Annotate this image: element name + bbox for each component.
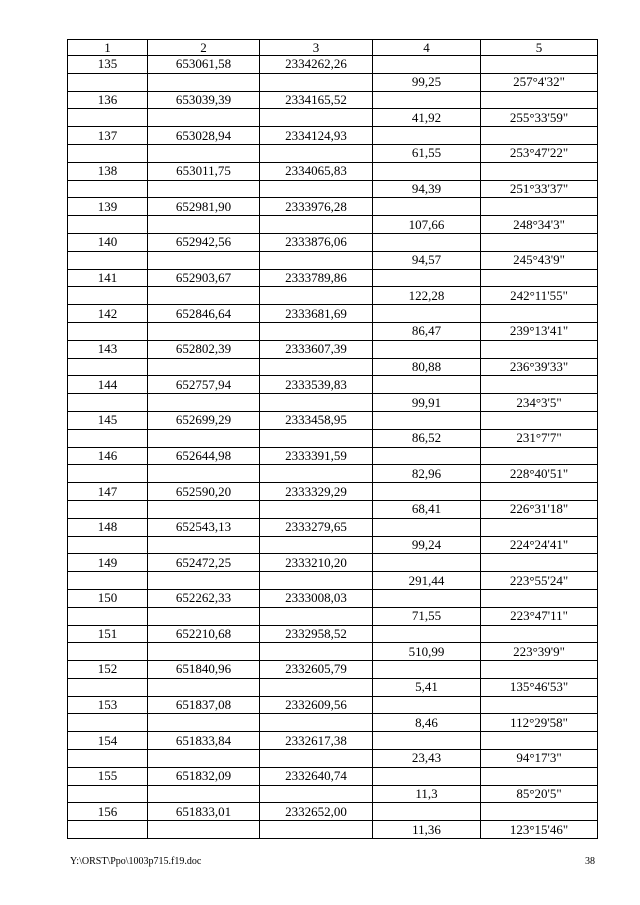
coord-y: 2334124,93: [260, 127, 373, 145]
header-col-4: 4: [373, 40, 481, 56]
coord-y: 2333607,39: [260, 340, 373, 358]
empty-cell: [373, 376, 481, 394]
table-row-segment: [68, 821, 598, 839]
table-row-segment: [68, 750, 598, 768]
point-number: 143: [68, 340, 148, 358]
table-row-segment: [68, 358, 598, 376]
coord-y: 2332605,79: [260, 661, 373, 679]
empty-cell: [260, 180, 373, 198]
empty-cell: [68, 180, 148, 198]
coord-y: 2333458,95: [260, 411, 373, 429]
empty-cell: [68, 785, 148, 803]
point-number: 144: [68, 376, 148, 394]
coord-y: 2333210,20: [260, 554, 373, 572]
table-row-point: [68, 127, 598, 145]
coord-x: 652644,98: [148, 447, 260, 465]
empty-cell: [260, 287, 373, 305]
empty-cell: [68, 322, 148, 340]
table-row-segment: [68, 287, 598, 305]
footer-file-path: Y:\ORST\Ppo\1003p715.f19.doc: [70, 856, 202, 867]
table-row-segment: [68, 572, 598, 590]
point-number: 142: [68, 305, 148, 323]
empty-cell: [481, 411, 598, 429]
empty-cell: [148, 750, 260, 768]
empty-cell: [260, 643, 373, 661]
empty-cell: [481, 661, 598, 679]
coord-x: 652757,94: [148, 376, 260, 394]
empty-cell: [148, 358, 260, 376]
segment-length: 291,44: [373, 572, 481, 590]
empty-cell: [373, 589, 481, 607]
empty-cell: [481, 376, 598, 394]
point-number: 152: [68, 661, 148, 679]
segment-length: 86,52: [373, 429, 481, 447]
empty-cell: [373, 767, 481, 785]
empty-cell: [68, 643, 148, 661]
empty-cell: [148, 322, 260, 340]
empty-cell: [68, 465, 148, 483]
segment-length: 99,91: [373, 394, 481, 412]
coord-x: 652210,68: [148, 625, 260, 643]
point-number: 149: [68, 554, 148, 572]
empty-cell: [68, 536, 148, 554]
coord-y: 2333008,03: [260, 589, 373, 607]
segment-length: 8,46: [373, 714, 481, 732]
direction-angle: 223°47'11": [481, 607, 598, 625]
coord-y: 2334165,52: [260, 91, 373, 109]
coord-x: 651832,09: [148, 767, 260, 785]
empty-cell: [481, 589, 598, 607]
empty-cell: [68, 144, 148, 162]
empty-cell: [148, 785, 260, 803]
empty-cell: [481, 269, 598, 287]
coord-y: 2332652,00: [260, 803, 373, 821]
point-number: 147: [68, 483, 148, 501]
empty-cell: [260, 394, 373, 412]
empty-cell: [481, 767, 598, 785]
empty-cell: [260, 465, 373, 483]
segment-length: 122,28: [373, 287, 481, 305]
empty-cell: [373, 518, 481, 536]
segment-length: 5,41: [373, 678, 481, 696]
coord-y: 2333279,65: [260, 518, 373, 536]
point-number: 146: [68, 447, 148, 465]
table-row-point: [68, 803, 598, 821]
empty-cell: [68, 429, 148, 447]
coord-x: 652903,67: [148, 269, 260, 287]
segment-length: 61,55: [373, 144, 481, 162]
table-row-point: [68, 340, 598, 358]
empty-cell: [148, 109, 260, 127]
empty-cell: [481, 162, 598, 180]
empty-cell: [148, 643, 260, 661]
direction-angle: 234°3'5": [481, 394, 598, 412]
table-row-segment: [68, 216, 598, 234]
empty-cell: [481, 127, 598, 145]
segment-length: 23,43: [373, 750, 481, 768]
direction-angle: 245°43'9": [481, 251, 598, 269]
empty-cell: [68, 109, 148, 127]
header-col-2: 2: [148, 40, 260, 56]
coord-y: 2333976,28: [260, 198, 373, 216]
empty-cell: [68, 572, 148, 590]
table-body: [68, 56, 598, 839]
empty-cell: [68, 287, 148, 305]
direction-angle: 94°17'3": [481, 750, 598, 768]
empty-cell: [260, 714, 373, 732]
table-row-point: [68, 376, 598, 394]
header-col-5: 5: [481, 40, 598, 56]
empty-cell: [260, 785, 373, 803]
table-row-point: [68, 411, 598, 429]
point-number: 138: [68, 162, 148, 180]
empty-cell: [260, 500, 373, 518]
coord-y: 2333329,29: [260, 483, 373, 501]
direction-angle: 248°34'3": [481, 216, 598, 234]
empty-cell: [148, 714, 260, 732]
empty-cell: [373, 91, 481, 109]
coord-y: 2333391,59: [260, 447, 373, 465]
empty-cell: [373, 625, 481, 643]
empty-cell: [481, 483, 598, 501]
table-row-segment: [68, 500, 598, 518]
empty-cell: [260, 216, 373, 234]
empty-cell: [68, 216, 148, 234]
segment-length: 82,96: [373, 465, 481, 483]
empty-cell: [260, 678, 373, 696]
coord-y: 2332609,56: [260, 696, 373, 714]
empty-cell: [481, 56, 598, 74]
table-row-point: [68, 483, 598, 501]
empty-cell: [68, 73, 148, 91]
empty-cell: [68, 750, 148, 768]
table-row-segment: [68, 394, 598, 412]
table-row-point: [68, 233, 598, 251]
empty-cell: [148, 678, 260, 696]
coord-y: 2333539,83: [260, 376, 373, 394]
empty-cell: [260, 821, 373, 839]
coord-x: 653011,75: [148, 162, 260, 180]
table-row-point: [68, 447, 598, 465]
empty-cell: [148, 607, 260, 625]
direction-angle: 236°39'33": [481, 358, 598, 376]
segment-length: 71,55: [373, 607, 481, 625]
empty-cell: [373, 411, 481, 429]
empty-cell: [148, 500, 260, 518]
empty-cell: [373, 447, 481, 465]
empty-cell: [481, 625, 598, 643]
direction-angle: 224°24'41": [481, 536, 598, 554]
coord-x: 652981,90: [148, 198, 260, 216]
empty-cell: [148, 429, 260, 447]
coord-x: 652802,39: [148, 340, 260, 358]
coord-y: 2333789,86: [260, 269, 373, 287]
empty-cell: [260, 607, 373, 625]
table-row-segment: [68, 322, 598, 340]
segment-length: 80,88: [373, 358, 481, 376]
table-row-point: [68, 554, 598, 572]
empty-cell: [260, 251, 373, 269]
coord-x: 653028,94: [148, 127, 260, 145]
segment-length: 510,99: [373, 643, 481, 661]
empty-cell: [373, 269, 481, 287]
empty-cell: [373, 305, 481, 323]
point-number: 155: [68, 767, 148, 785]
empty-cell: [260, 429, 373, 447]
coord-x: 652590,20: [148, 483, 260, 501]
coord-y: 2332617,38: [260, 732, 373, 750]
coord-x: 652699,29: [148, 411, 260, 429]
empty-cell: [481, 233, 598, 251]
empty-cell: [260, 109, 373, 127]
coord-x: 651833,84: [148, 732, 260, 750]
empty-cell: [373, 483, 481, 501]
direction-angle: 135°46'53": [481, 678, 598, 696]
direction-angle: 239°13'41": [481, 322, 598, 340]
empty-cell: [481, 554, 598, 572]
table-row-point: [68, 767, 598, 785]
point-number: 150: [68, 589, 148, 607]
table-row-point: [68, 162, 598, 180]
coord-y: 2334065,83: [260, 162, 373, 180]
empty-cell: [148, 287, 260, 305]
coord-y: 2332958,52: [260, 625, 373, 643]
table-row-segment: [68, 678, 598, 696]
empty-cell: [481, 340, 598, 358]
empty-cell: [373, 56, 481, 74]
point-number: 154: [68, 732, 148, 750]
table-row-point: [68, 625, 598, 643]
empty-cell: [260, 144, 373, 162]
table-row-point: [68, 518, 598, 536]
table-row-segment: [68, 643, 598, 661]
empty-cell: [481, 91, 598, 109]
coord-x: 652543,13: [148, 518, 260, 536]
point-number: 141: [68, 269, 148, 287]
empty-cell: [260, 73, 373, 91]
empty-cell: [148, 821, 260, 839]
direction-angle: 223°39'9": [481, 643, 598, 661]
empty-cell: [260, 358, 373, 376]
empty-cell: [148, 394, 260, 412]
header-row: [68, 40, 598, 56]
footer-page-number: 38: [585, 856, 595, 867]
empty-cell: [68, 358, 148, 376]
table-row-segment: [68, 714, 598, 732]
table-row-point: [68, 732, 598, 750]
table-row-point: [68, 269, 598, 287]
coordinates-table: [67, 39, 598, 839]
point-number: 153: [68, 696, 148, 714]
coord-x: 652262,33: [148, 589, 260, 607]
empty-cell: [68, 821, 148, 839]
segment-length: 11,3: [373, 785, 481, 803]
direction-angle: 123°15'46": [481, 821, 598, 839]
point-number: 139: [68, 198, 148, 216]
point-number: 148: [68, 518, 148, 536]
table-row-segment: [68, 73, 598, 91]
empty-cell: [481, 198, 598, 216]
empty-cell: [148, 73, 260, 91]
empty-cell: [148, 465, 260, 483]
empty-cell: [373, 340, 481, 358]
segment-length: 107,66: [373, 216, 481, 234]
empty-cell: [68, 714, 148, 732]
point-number: 151: [68, 625, 148, 643]
direction-angle: 85°20'5": [481, 785, 598, 803]
point-number: 136: [68, 91, 148, 109]
empty-cell: [148, 572, 260, 590]
empty-cell: [373, 696, 481, 714]
empty-cell: [373, 127, 481, 145]
coord-y: 2333681,69: [260, 305, 373, 323]
segment-length: 41,92: [373, 109, 481, 127]
header-col-3: 3: [260, 40, 373, 56]
empty-cell: [481, 696, 598, 714]
empty-cell: [260, 322, 373, 340]
table-row-segment: [68, 251, 598, 269]
coord-x: 651837,08: [148, 696, 260, 714]
segment-length: 99,24: [373, 536, 481, 554]
direction-angle: 253°47'22": [481, 144, 598, 162]
point-number: 135: [68, 56, 148, 74]
table-row-point: [68, 91, 598, 109]
segment-length: 99,25: [373, 73, 481, 91]
empty-cell: [260, 750, 373, 768]
coord-x: 652942,56: [148, 233, 260, 251]
empty-cell: [373, 803, 481, 821]
empty-cell: [481, 305, 598, 323]
empty-cell: [260, 572, 373, 590]
empty-cell: [373, 162, 481, 180]
direction-angle: 257°4'32": [481, 73, 598, 91]
table-row-point: [68, 56, 598, 74]
empty-cell: [68, 394, 148, 412]
coord-x: 653039,39: [148, 91, 260, 109]
empty-cell: [481, 803, 598, 821]
empty-cell: [260, 536, 373, 554]
empty-cell: [481, 732, 598, 750]
coord-x: 651833,01: [148, 803, 260, 821]
table-row-segment: [68, 429, 598, 447]
table-row-segment: [68, 465, 598, 483]
empty-cell: [373, 554, 481, 572]
table-row-segment: [68, 144, 598, 162]
table-row-segment: [68, 180, 598, 198]
table-row-point: [68, 589, 598, 607]
coord-x: 653061,58: [148, 56, 260, 74]
table-row-point: [68, 305, 598, 323]
segment-length: 86,47: [373, 322, 481, 340]
empty-cell: [373, 732, 481, 750]
table-row-segment: [68, 607, 598, 625]
empty-cell: [68, 607, 148, 625]
coord-y: 2332640,74: [260, 767, 373, 785]
segment-length: 11,36: [373, 821, 481, 839]
direction-angle: 228°40'51": [481, 465, 598, 483]
direction-angle: 255°33'59": [481, 109, 598, 127]
coord-x: 652472,25: [148, 554, 260, 572]
direction-angle: 242°11'55": [481, 287, 598, 305]
segment-length: 94,57: [373, 251, 481, 269]
table-row-point: [68, 198, 598, 216]
table-row-segment: [68, 536, 598, 554]
segment-length: 68,41: [373, 500, 481, 518]
empty-cell: [68, 251, 148, 269]
empty-cell: [148, 144, 260, 162]
point-number: 156: [68, 803, 148, 821]
direction-angle: 231°7'7": [481, 429, 598, 447]
direction-angle: 251°33'37": [481, 180, 598, 198]
point-number: 145: [68, 411, 148, 429]
empty-cell: [373, 661, 481, 679]
empty-cell: [148, 216, 260, 234]
table-row-point: [68, 696, 598, 714]
table-row-segment: [68, 109, 598, 127]
empty-cell: [68, 500, 148, 518]
coord-x: 652846,64: [148, 305, 260, 323]
empty-cell: [148, 180, 260, 198]
direction-angle: 112°29'58": [481, 714, 598, 732]
empty-cell: [373, 233, 481, 251]
point-number: 137: [68, 127, 148, 145]
direction-angle: 223°55'24": [481, 572, 598, 590]
header-col-1: 1: [68, 40, 148, 56]
segment-length: 94,39: [373, 180, 481, 198]
empty-cell: [148, 251, 260, 269]
coord-y: 2333876,06: [260, 233, 373, 251]
direction-angle: 226°31'18": [481, 500, 598, 518]
empty-cell: [68, 678, 148, 696]
empty-cell: [148, 536, 260, 554]
table-row-point: [68, 661, 598, 679]
coord-x: 651840,96: [148, 661, 260, 679]
empty-cell: [481, 518, 598, 536]
empty-cell: [373, 198, 481, 216]
coord-y: 2334262,26: [260, 56, 373, 74]
table-row-segment: [68, 785, 598, 803]
empty-cell: [481, 447, 598, 465]
point-number: 140: [68, 233, 148, 251]
